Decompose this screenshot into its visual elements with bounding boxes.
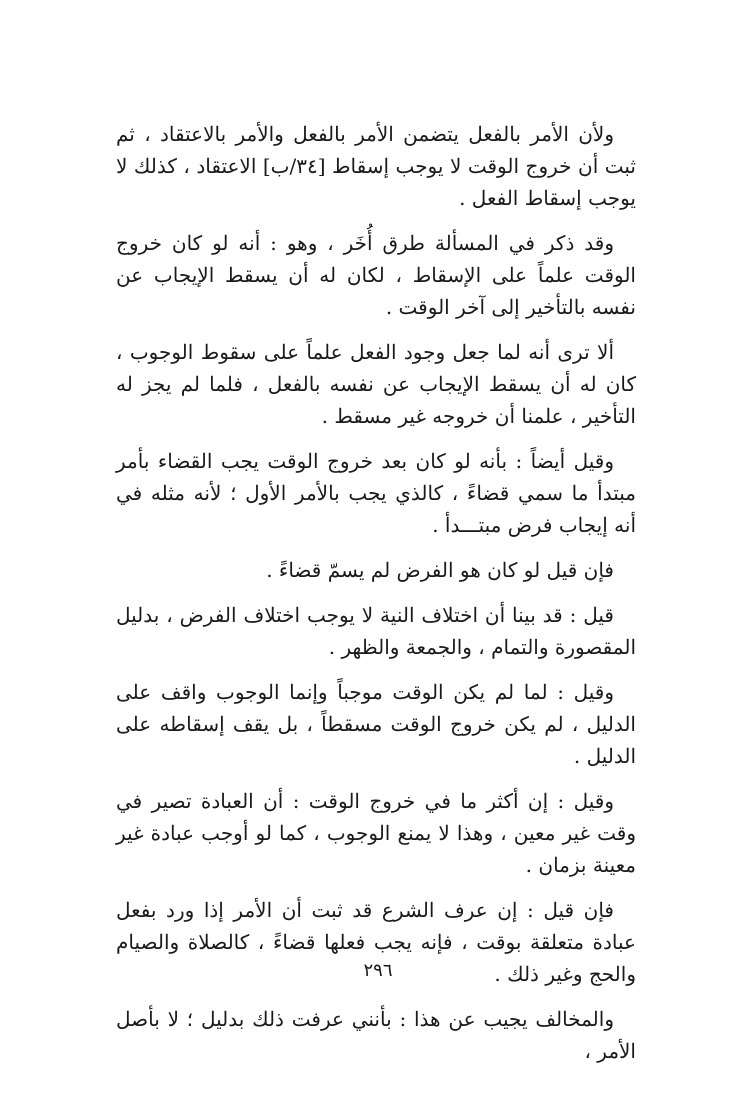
body-text [116, 118, 636, 1080]
paragraph: وقيل : إن أكثر ما في خروج الوقت : أن العبادة تصير في وقت غير معين ، وهذا لا يمنع الوجوب ، كما لو أوجب عبادة غير معينة بزمان . [116, 789, 636, 877]
page-number: ٢٩٦ [363, 960, 393, 981]
paragraph: قيل : قد بينا أن اختلاف النية لا يوجب اختلاف الفرض ، بدليل المقصورة والتمام ، والجمعة والظهر . [116, 603, 636, 659]
paragraph: وقيل أيضاً : بأنه لو كان بعد خروج الوقت يجب القضاء بأمر مبتدأ ما سمي قضاءً ، كالذي يجب بالأمر الأول ؛ لأنه مثله في أنه إيجاب فرض مبتـــدأ . [116, 449, 636, 537]
paragraph: وقد ذكر في المسألة طرق أُخَر ، وهو : أنه لو كان خروج الوقت علماً على الإسقاط ، لكان له أن يسقط الإيجاب عن نفسه بالتأخير إلى آخر الوقت . [116, 231, 636, 319]
paragraph: ولأن الأمر بالفعل يتضمن الأمر بالفعل والأمر بالاعتقاد ، ثم ثبت أن خروج الوقت لا يوجب إسقاط [٣٤/ب] الاعتقاد ، كذلك لا يوجب إسقاط الفعل . [116, 122, 636, 210]
paragraph: فإن قيل : إن عرف الشرع قد ثبت أن الأمر إذا ورد بفعل عبادة متعلقة بوقت ، فإنه يجب فعلها قضاءً ، كالصلاة والصيام والحج وغير ذلك . [116, 898, 636, 986]
paragraph: والمخالف يجيب عن هذا : بأنني عرفت ذلك بدليل ؛ لا بأصل الأمر ، [116, 1007, 636, 1063]
paragraph: ألا ترى أنه لما جعل وجود الفعل علماً على سقوط الوجوب ، كان له أن يسقط الإيجاب عن نفسه بالفعل ، فلما لم يجز له التأخير ، علمنا أن خروجه غير مسقط . [116, 340, 636, 428]
paragraph: وقيل : لما لم يكن الوقت موجباً وإنما الوجوب واقف على الدليل ، لم يكن خروج الوقت مسقطاً ، بل يقف إسقاطه على الدليل . [116, 680, 636, 768]
paragraph: فإن قيل لو كان هو الفرض لم يسمّ قضاءً . [266, 558, 614, 582]
